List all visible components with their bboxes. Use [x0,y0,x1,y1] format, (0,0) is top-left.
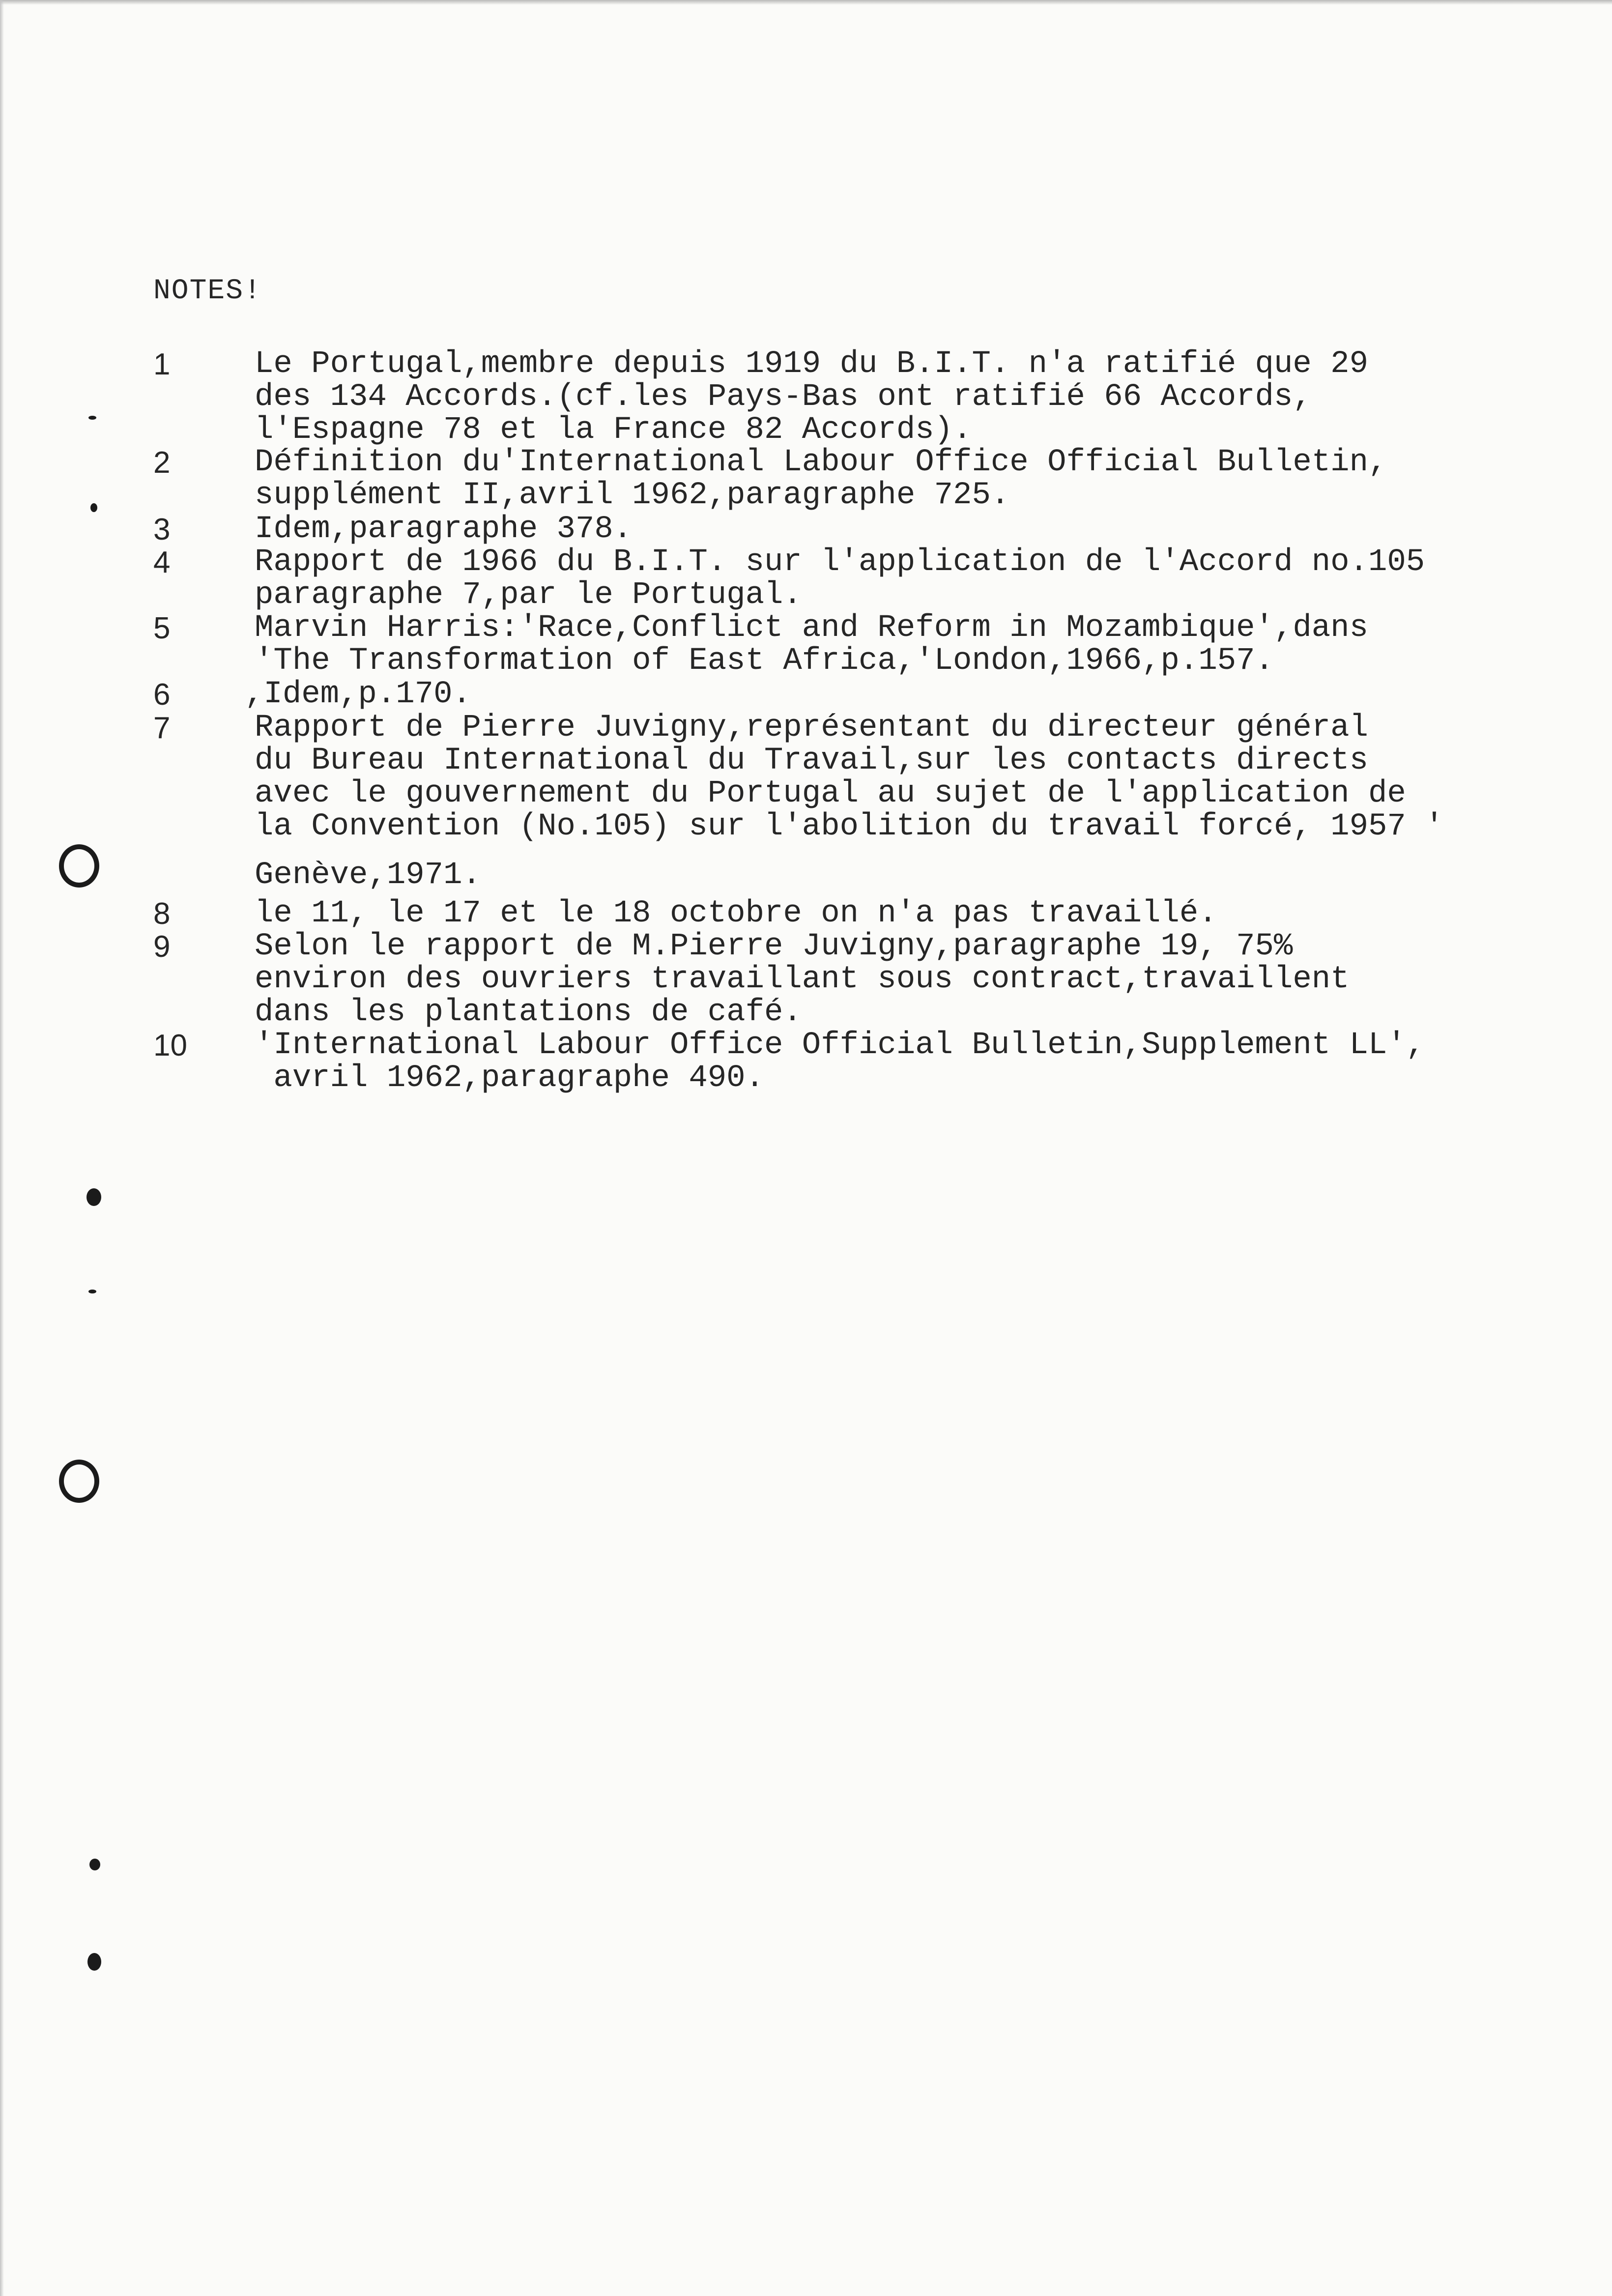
note-text-line: Selon le rapport de M.Pierre Juvigny,paragraphe 19, 75% [255,929,1293,964]
note-text-line: avec le gouvernement du Portugal au sujet de l'application de [255,776,1406,811]
note-number: 2 [153,446,171,480]
page-edge-top [0,0,1612,5]
note-number: 8 [153,897,171,931]
note-text-line: Rapport de 1966 du B.I.T. sur l'application de l'Accord no.105 [255,545,1425,580]
note-text-line: la Convention (No.105) sur l'abolition du travail forcé, 1957 ' [255,809,1444,844]
note-text-line: dans les plantations de café. [255,995,802,1030]
note-number: 6 [153,678,171,712]
note-text-line: Le Portugal,membre depuis 1919 du B.I.T. n'a ratifié que 29 [255,346,1368,382]
notes-heading: NOTES! [153,275,262,307]
binder-mark [90,503,97,512]
note-text-line: supplément II,avril 1962,paragraphe 725. [255,478,1010,513]
note-number: 10 [153,1029,187,1062]
binder-mark [89,1859,100,1870]
note-number: 4 [153,545,171,579]
note-text-line: Marvin Harris:'Race,Conflict and Reform in Mozambique',dans [255,610,1368,646]
note-text-line: 'The Transformation of East Africa,'London,1966,p.157. [255,643,1274,679]
note-text-line: environ des ouvriers travaillant sous contract,travaillent [255,962,1350,997]
note-text-line: Genève,1971. [255,858,481,893]
binder-mark [88,416,96,420]
note-text-line: le 11, le 17 et le 18 octobre on n'a pas travaillé. [255,896,1217,931]
note-text-line: ,Idem,p.170. [245,677,471,712]
note-number: 5 [153,611,171,645]
note-text-line: 'International Labour Office Official Bulletin,Supplement LL', [255,1028,1425,1063]
note-text-line: paragraphe 7,par le Portugal. [255,577,802,613]
note-text-line: Définition du'International Labour Office Official Bulletin, [255,445,1387,480]
note-text-line: des 134 Accords.(cf.les Pays-Bas ont ratifié 66 Accords, [255,379,1312,415]
binder-mark [88,1290,96,1293]
note-text-line: l'Espagne 78 et la France 82 Accords). [255,412,972,448]
note-text-line: avril 1962,paragraphe 490. [255,1061,764,1096]
note-number: 3 [153,513,171,546]
punch-hole-upper [59,844,99,888]
punch-hole-lower [59,1460,99,1503]
page-edge-left [0,0,4,2296]
note-number: 1 [153,347,171,381]
note-text-line: Idem,paragraphe 378. [255,512,633,547]
note-text-line: Rapport de Pierre Juvigny,représentant du directeur général [255,710,1368,746]
note-number: 7 [153,711,171,745]
binder-mark [86,1188,101,1206]
note-text-line: du Bureau International du Travail,sur les contacts directs [255,743,1368,778]
note-number: 9 [153,930,171,964]
binder-mark [87,1953,101,1971]
